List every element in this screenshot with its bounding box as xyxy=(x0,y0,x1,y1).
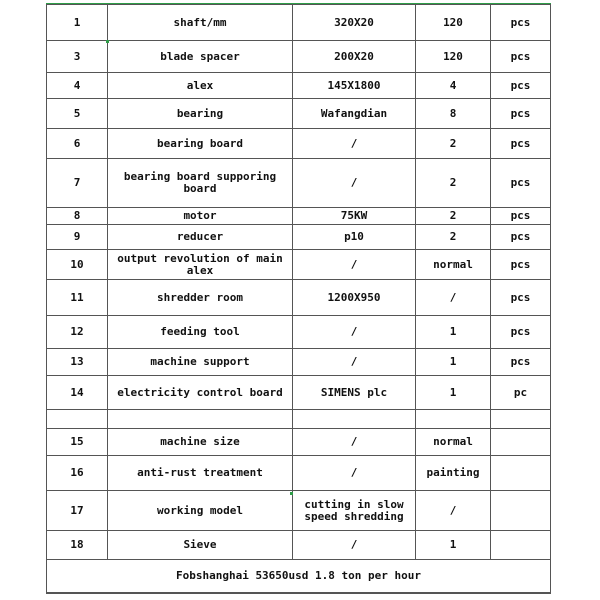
table-row xyxy=(47,456,551,491)
cell-no: 1 xyxy=(47,5,108,41)
cell-spec: / xyxy=(293,456,416,491)
cell-qty: 120 xyxy=(416,5,491,41)
cell-qty: 4 xyxy=(416,73,491,99)
cell-qty: painting xyxy=(416,456,491,491)
cell-spec: / xyxy=(293,429,416,456)
cell-unit xyxy=(491,429,551,456)
cell-qty: normal xyxy=(416,429,491,456)
cell-spec: 1200X950 xyxy=(293,280,416,316)
cell-unit: pcs xyxy=(491,349,551,376)
footer-price-note: Fobshanghai 53650usd 1.8 ton per hour xyxy=(47,560,551,593)
table-row xyxy=(47,280,551,316)
cell-spec: / xyxy=(293,316,416,349)
table-row xyxy=(47,159,551,208)
cell-spec: / xyxy=(293,349,416,376)
cell-item: bearing xyxy=(108,99,293,129)
cell-no: 11 xyxy=(47,280,108,316)
cell-unit: pcs xyxy=(491,99,551,129)
cell-spec: / xyxy=(293,129,416,159)
cell-no: 8 xyxy=(47,208,108,225)
cell-item: bearing board supporing board xyxy=(108,159,293,208)
cell-no: 10 xyxy=(47,250,108,280)
cell-qty: 2 xyxy=(416,208,491,225)
empty-cell xyxy=(47,410,108,429)
cell-qty: 2 xyxy=(416,225,491,250)
cell-item: reducer xyxy=(108,225,293,250)
cell-spec: 75KW xyxy=(293,208,416,225)
cell-spec: 320X20 xyxy=(293,5,416,41)
table-row xyxy=(47,349,551,376)
cell-unit: pcs xyxy=(491,225,551,250)
cell-item: motor xyxy=(108,208,293,225)
cell-unit: pcs xyxy=(491,159,551,208)
cell-spec: 145X1800 xyxy=(293,73,416,99)
table-row xyxy=(47,429,551,456)
cell-spec: / xyxy=(293,250,416,280)
cell-no: 12 xyxy=(47,316,108,349)
cell-item: alex xyxy=(108,73,293,99)
spec-table xyxy=(46,4,551,594)
cell-marker xyxy=(290,492,293,495)
cell-unit: pcs xyxy=(491,5,551,41)
cell-qty: 1 xyxy=(416,349,491,376)
table-row xyxy=(47,250,551,280)
cell-marker xyxy=(106,40,109,43)
cell-item: Sieve xyxy=(108,531,293,560)
cell-qty: 1 xyxy=(416,531,491,560)
cell-no: 17 xyxy=(47,491,108,531)
cell-qty: 2 xyxy=(416,159,491,208)
cell-unit: pc xyxy=(491,376,551,410)
cell-item: shredder room xyxy=(108,280,293,316)
cell-qty: normal xyxy=(416,250,491,280)
cell-qty: / xyxy=(416,491,491,531)
cell-no: 18 xyxy=(47,531,108,560)
cell-no: 13 xyxy=(47,349,108,376)
cell-spec: 200X20 xyxy=(293,41,416,73)
table-row xyxy=(47,225,551,250)
cell-unit: pcs xyxy=(491,129,551,159)
table-row xyxy=(47,41,551,73)
cell-item: feeding tool xyxy=(108,316,293,349)
table-row xyxy=(47,99,551,129)
cell-spec: Wafangdian xyxy=(293,99,416,129)
cell-unit: pcs xyxy=(491,280,551,316)
cell-unit: pcs xyxy=(491,316,551,349)
cell-spec: p10 xyxy=(293,225,416,250)
empty-cell xyxy=(416,410,491,429)
cell-no: 4 xyxy=(47,73,108,99)
cell-no: 7 xyxy=(47,159,108,208)
cell-no: 16 xyxy=(47,456,108,491)
cell-item: working model xyxy=(108,491,293,531)
table-row xyxy=(47,129,551,159)
cell-qty: 2 xyxy=(416,129,491,159)
cell-item: blade spacer xyxy=(108,41,293,73)
cell-qty: 1 xyxy=(416,316,491,349)
cell-item: anti-rust treatment xyxy=(108,456,293,491)
cell-no: 15 xyxy=(47,429,108,456)
empty-row xyxy=(47,410,551,429)
empty-cell xyxy=(293,410,416,429)
table-row xyxy=(47,208,551,225)
cell-spec: cutting in slow speed shredding xyxy=(293,491,416,531)
cell-item: machine support xyxy=(108,349,293,376)
cell-item: electricity control board xyxy=(108,376,293,410)
cell-no: 9 xyxy=(47,225,108,250)
cell-unit xyxy=(491,491,551,531)
cell-unit: pcs xyxy=(491,73,551,99)
cell-no: 3 xyxy=(47,41,108,73)
cell-no: 14 xyxy=(47,376,108,410)
cell-item: machine size xyxy=(108,429,293,456)
cell-no: 6 xyxy=(47,129,108,159)
empty-cell xyxy=(108,410,293,429)
table-row xyxy=(47,531,551,560)
cell-spec: / xyxy=(293,159,416,208)
cell-unit: pcs xyxy=(491,41,551,73)
cell-spec: / xyxy=(293,531,416,560)
cell-no: 5 xyxy=(47,99,108,129)
table-row xyxy=(47,5,551,41)
footer-row xyxy=(47,560,551,593)
cell-qty: / xyxy=(416,280,491,316)
cell-spec: SIMENS plc xyxy=(293,376,416,410)
empty-cell xyxy=(491,410,551,429)
cell-unit: pcs xyxy=(491,208,551,225)
cell-unit xyxy=(491,531,551,560)
cell-item: shaft/mm xyxy=(108,5,293,41)
table-row xyxy=(47,73,551,99)
cell-unit xyxy=(491,456,551,491)
cell-item: output revolution of main alex xyxy=(108,250,293,280)
table-row xyxy=(47,316,551,349)
cell-unit: pcs xyxy=(491,250,551,280)
cell-item: bearing board xyxy=(108,129,293,159)
cell-qty: 8 xyxy=(416,99,491,129)
cell-qty: 120 xyxy=(416,41,491,73)
table-row xyxy=(47,376,551,410)
table-row xyxy=(47,491,551,531)
cell-qty: 1 xyxy=(416,376,491,410)
